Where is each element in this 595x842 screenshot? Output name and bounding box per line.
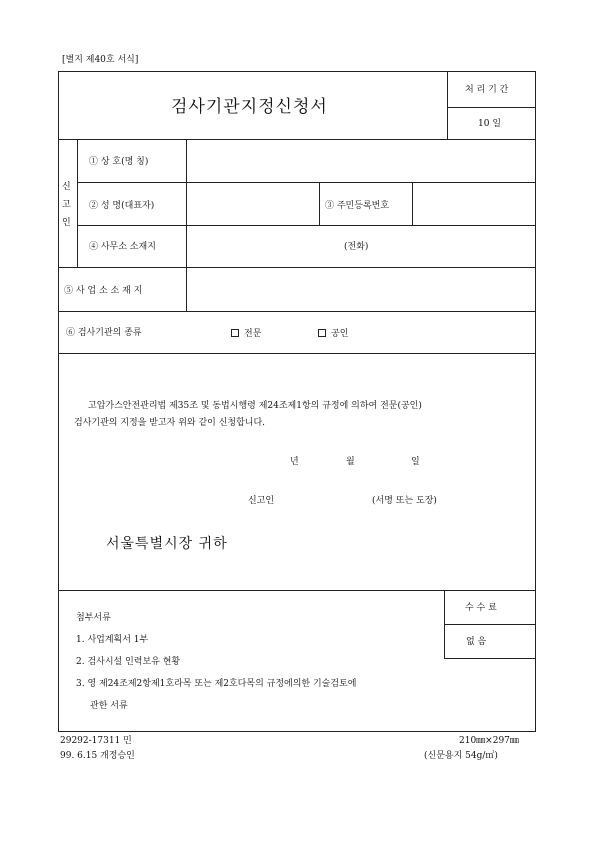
applicant-label-3: 인 [62,218,71,228]
option-specialist[interactable] [231,329,261,339]
resident-number-label: ③ 주민등록번호 [325,201,390,211]
attachments-heading: 첨부서류 [76,613,111,623]
statement-line-1: 고압가스안전관리법 제35조 및 동법시행령 제24조제1항의 규정에 의하여 전문(공인) [88,401,422,411]
fee-label: 수 수 료 [465,603,497,613]
specialist-checkbox[interactable] [231,329,239,337]
date-day: 일 [411,457,420,467]
date-month: 월 [346,457,355,467]
attachment-item: 3. 영 제24조제2항제1호라목 또는 제2호다목의 규정에의한 기술검토에 [76,679,357,689]
footer-paper-type: (신문용지 54g/㎡) [424,751,498,761]
fee-value: 없 음 [466,637,487,647]
resident-number-field[interactable] [413,183,535,225]
date-year: 년 [290,457,299,467]
name-field[interactable] [187,183,319,225]
option-specialist-label: 전문 [244,329,262,339]
applicant-label-1: 신 [62,182,71,192]
name-label: ② 성 명(대표자) [89,201,155,211]
form-tag: [별지 제40호 서식] [62,55,139,65]
statement-line-2: 검사기관의 지정을 받고자 위와 같이 신청합니다. [74,418,266,428]
footer-paper-size: 210㎜×297㎜ [459,736,519,746]
certified-checkbox[interactable] [318,329,326,337]
option-certified-label: 공인 [331,329,349,339]
addressee: 서울특별시장 귀하 [106,536,228,552]
processing-period-value: 10 일 [478,119,502,129]
form-title: 검사기관지정신청서 [171,97,328,117]
attachment-item: 2. 검사시설 인력보유 현황 [76,657,181,667]
applicant-label-2: 고 [62,200,71,210]
business-location-label: ⑤ 사 업 소 소 재 지 [64,286,143,296]
attachment-item: 관한 서류 [90,701,128,711]
trade-name-field[interactable] [187,140,535,182]
trade-name-label: ① 상 호(명 칭) [89,157,149,167]
business-location-field[interactable] [187,268,535,310]
office-address-label: ④ 사무소 소재지 [89,242,156,252]
signature-label: (서명 또는 도장) [372,496,437,506]
attachment-item: 1. 사업계획서 1부 [76,635,149,645]
applicant-sign-label: 신고인 [248,496,275,506]
agency-type-label: ⑥ 검사기관의 종류 [66,328,142,338]
option-certified[interactable] [318,329,348,339]
footer-form-number: 29292-17311 민 [60,736,132,746]
footer-approval: 99. 6.15 개정승인 [60,751,135,761]
phone-label: (전화) [344,242,369,252]
processing-period-label: 처 리 기 간 [465,85,509,95]
